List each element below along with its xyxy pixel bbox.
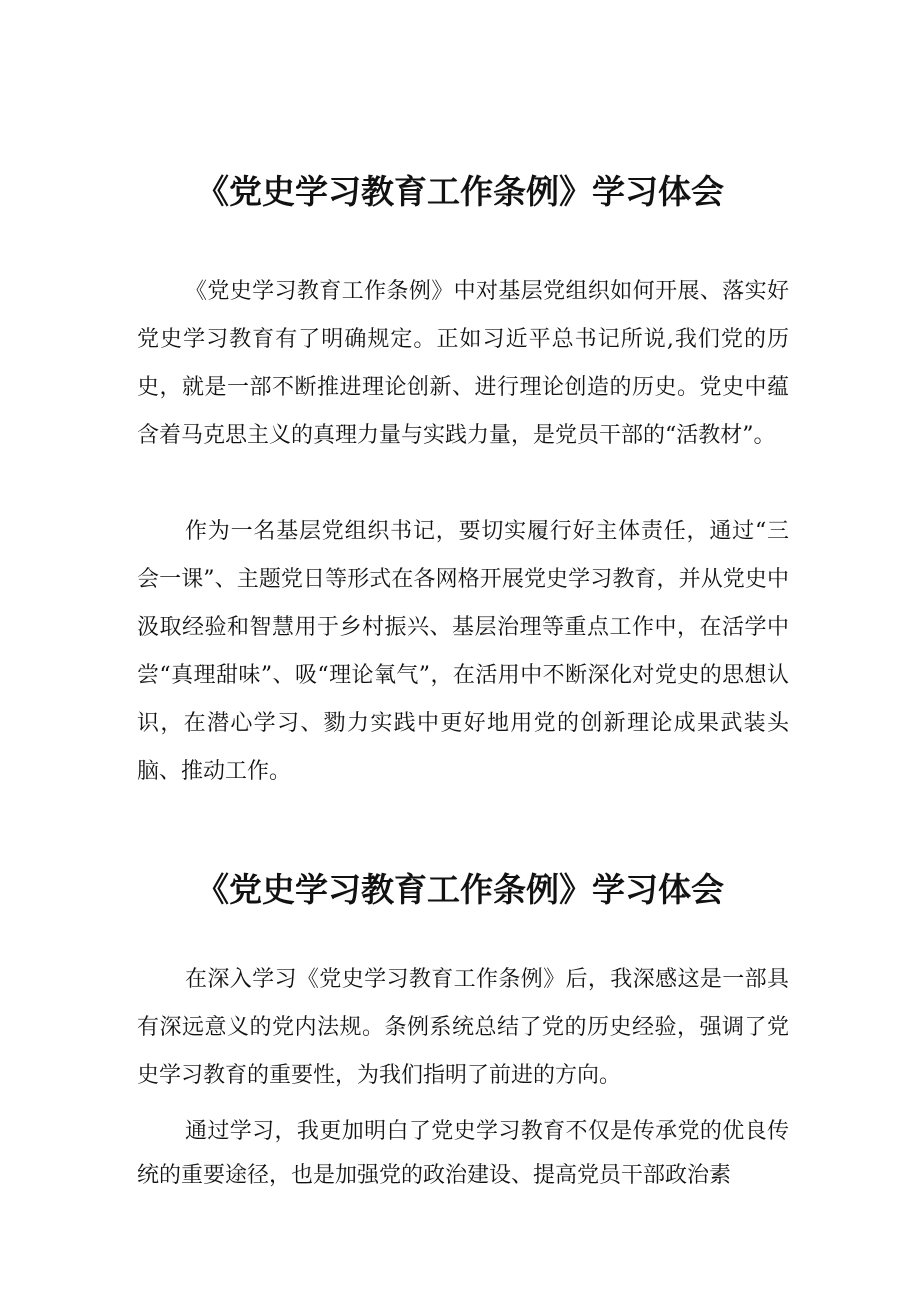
- section-2-title: 《党史学习教育工作条例》学习体会: [196, 870, 724, 909]
- section-1-paragraph-1: 《党史学习教育工作条例》中对基层党组织如何开展、落实好党史学习教育有了明确规定。正如习近平总书记所说,我们党的历史，就是一部不断推进理论创新、进行理论创造的历史。党史中蕴含着马克思主义的真理力量与实践力量，是党员干部的“活教材”。: [137, 279, 789, 448]
- section-1-title: 《党史学习教育工作条例》学习体会: [196, 172, 724, 211]
- section-1-paragraph-2: 作为一名基层党组织书记，要切实履行好主体责任，通过“三会一课”、主题党日等形式在各网格开展党史学习教育，并从党史中汲取经验和智慧用于乡村振兴、基层治理等重点工作中，在活学中尝“真理甜味”、吸“理论氧气”，在活用中不断深化对党史的思想认识，在潜心学习、勠力实践中更好地用党的创新理论成果武装头脑、推动工作。: [137, 519, 789, 784]
- section-2-paragraph-1: 在深入学习《党史学习教育工作条例》后，我深感这是一部具有深远意义的党内法规。条例系统总结了党的历史经验，强调了党史学习教育的重要性，为我们指明了前进的方向。: [137, 967, 789, 1088]
- section-2-paragraph-2: 通过学习，我更加明白了党史学习教育不仅是传承党的优良传统的重要途径，也是加强党的政治建设、提高党员干部政治素: [137, 1119, 789, 1188]
